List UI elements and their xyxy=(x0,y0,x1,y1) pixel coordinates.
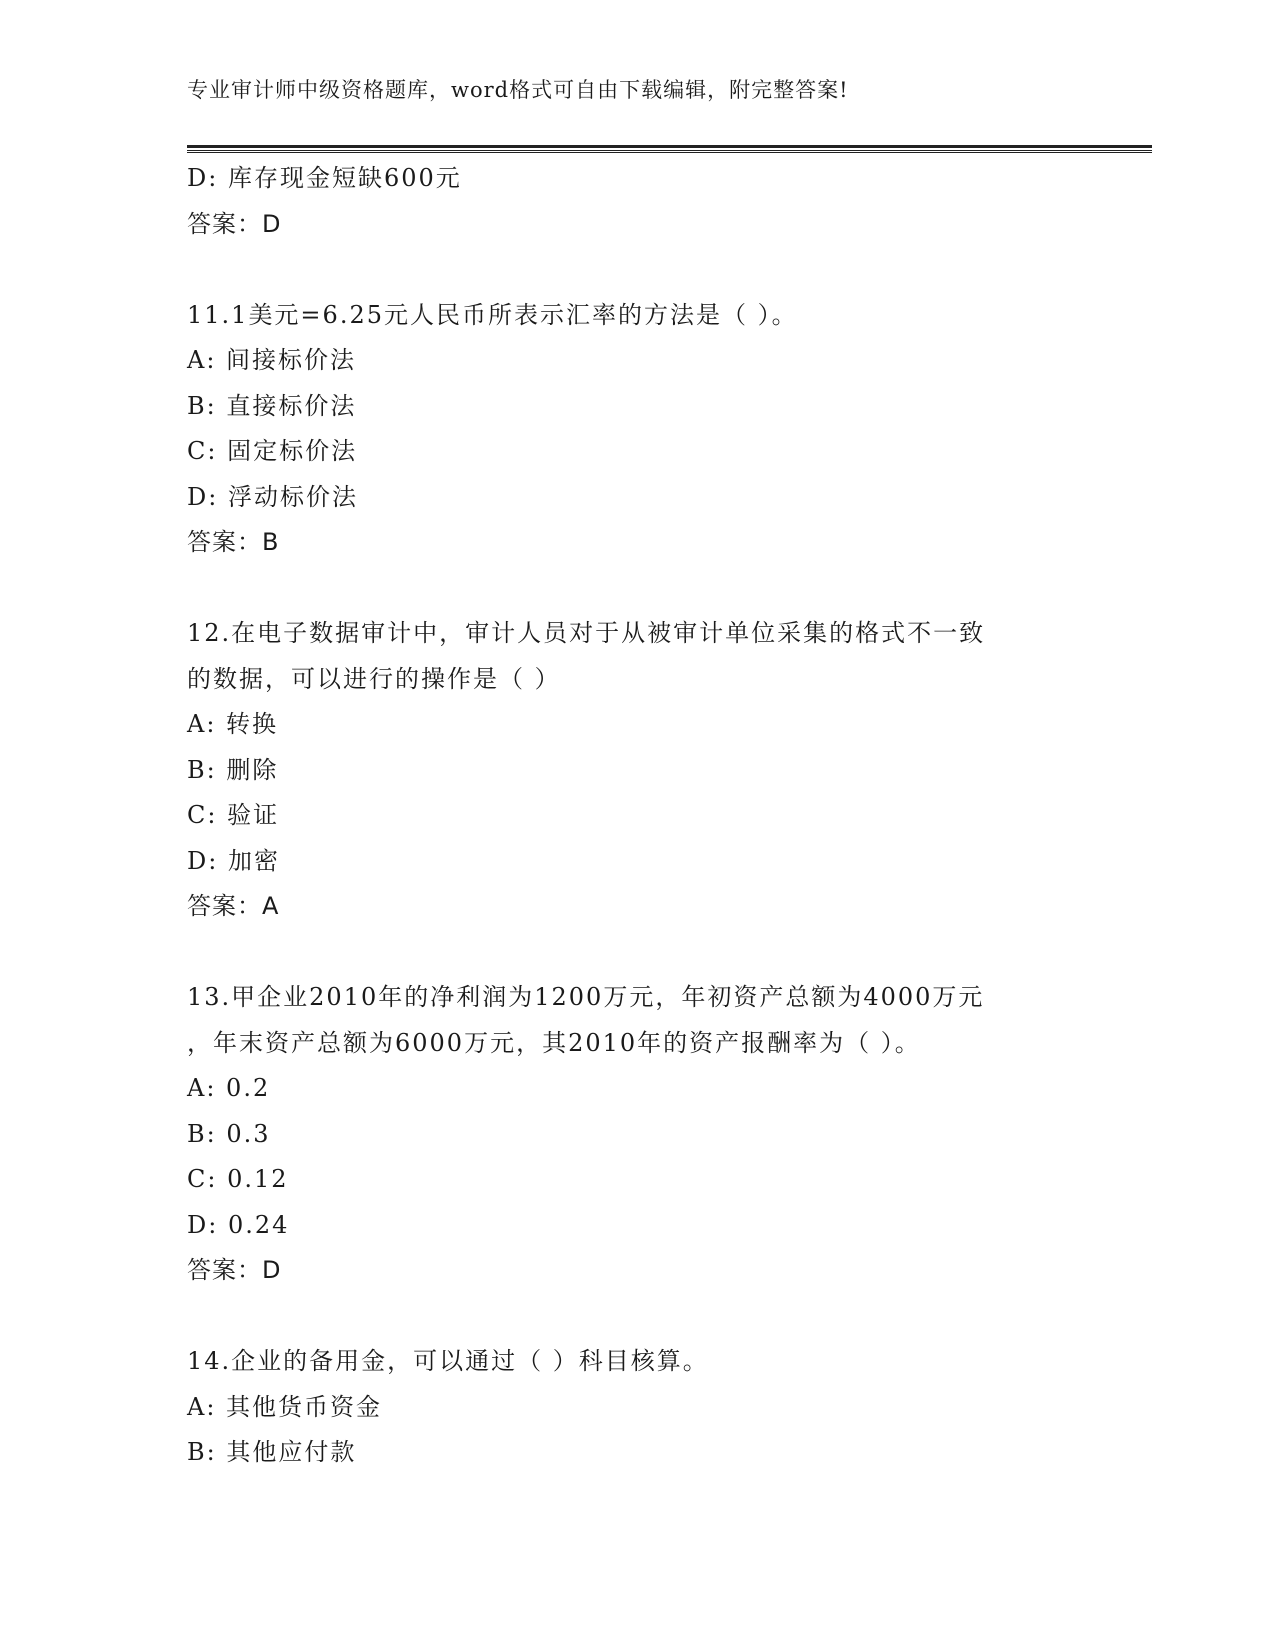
q13-option-d: D: 0.24 xyxy=(187,1210,290,1239)
q13-answer: 答案：D xyxy=(187,1256,282,1284)
q13-option-b: B: 0.3 xyxy=(187,1119,271,1148)
q13-option-a: A: 0.2 xyxy=(187,1074,271,1102)
page-header: 专业审计师中级资格题库，word格式可自由下载编辑，附完整答案! xyxy=(187,78,849,102)
spacer xyxy=(187,930,1087,976)
q13-stem-line1: 13.甲企业2010年的净利润为1200万元，年初资产总额为4000万元 xyxy=(187,983,985,1011)
q11-option-b: B: 直接标价法 xyxy=(187,391,357,420)
q11-option-d: D: 浮动标价法 xyxy=(187,482,358,511)
q14-stem: 14.企业的备用金，可以通过（ ）科目核算。 xyxy=(187,1347,709,1375)
q12-option-c: C: 验证 xyxy=(187,801,280,829)
q10-answer: 答案：D xyxy=(187,209,282,238)
q12-option-a: A: 转换 xyxy=(187,710,279,738)
spacer xyxy=(187,247,1087,293)
q12-option-b: B: 删除 xyxy=(187,755,279,784)
header-divider xyxy=(187,145,1152,151)
spacer xyxy=(187,566,1087,612)
q11-option-c: C: 固定标价法 xyxy=(187,437,358,465)
q12-stem-line2: 的数据，可以进行的操作是（ ） xyxy=(187,664,561,693)
q13-stem-line2: ，年末资产总额为6000万元，其2010年的资产报酬率为（ ）。 xyxy=(187,1028,921,1057)
q10-option-d: D: 库存现金短缺600元 xyxy=(187,164,462,192)
q11-answer: 答案：B xyxy=(187,528,280,556)
q12-option-d: D: 加密 xyxy=(187,846,280,875)
q11-stem: 11.1美元=6.25元人民币所表示汇率的方法是（ ）。 xyxy=(187,300,798,329)
q14-option-a: A: 其他货币资金 xyxy=(187,1392,383,1421)
q14-option-b: B: 其他应付款 xyxy=(187,1438,357,1466)
q12-stem-line1: 12.在电子数据审计中，审计人员对于从被审计单位采集的格式不一致 xyxy=(187,619,986,647)
q11-option-a: A: 间接标价法 xyxy=(187,346,357,374)
question-content xyxy=(187,156,1087,1476)
spacer xyxy=(187,1294,1087,1340)
q12-answer: 答案：A xyxy=(187,892,280,920)
q13-option-c: C: 0.12 xyxy=(187,1165,289,1193)
